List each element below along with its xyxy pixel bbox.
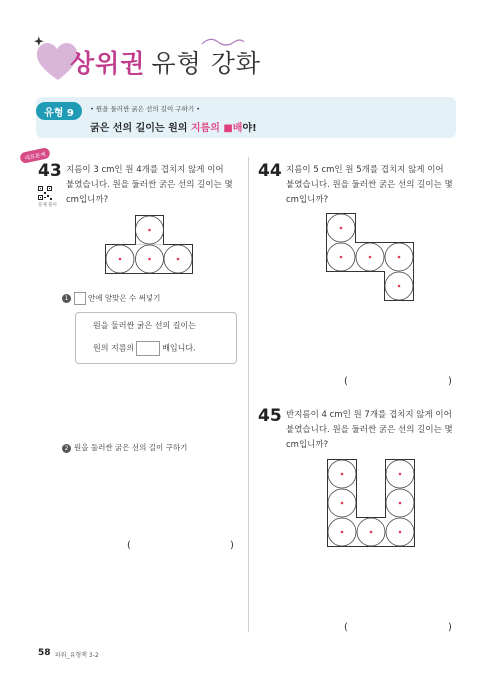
question-43-text	[66, 163, 233, 208]
banner-headline	[90, 119, 257, 134]
figure-45	[327, 459, 415, 549]
page-number: 58	[38, 648, 51, 658]
headline-prefix: 굵은 선의 길이는 원의	[90, 123, 191, 134]
answer-43-open: (	[127, 540, 131, 551]
question-45-line1: 반지름이 4 cm인 원 7개를 겹치지 않게 이어	[286, 410, 452, 420]
type-badge: 유형 9	[36, 102, 82, 120]
question-44-line3: cm입니까?	[286, 195, 329, 205]
answer-44-open: (	[344, 376, 348, 387]
question-44-line2: 붙였습니다. 원을 둘러싼 굵은 선의 길이는 몇	[286, 180, 453, 190]
question-43-line3: cm입니까?	[66, 195, 109, 205]
question-45-number: 45	[258, 406, 282, 426]
question-44-text	[286, 163, 453, 208]
fill-line-2-suffix: 배입니다.	[162, 343, 196, 353]
qr-label: 문제 풀이	[38, 203, 57, 208]
qr-code-icon[interactable]	[38, 186, 52, 200]
figure-43	[105, 215, 193, 275]
title-main-text: 상위권	[70, 49, 146, 78]
step-1	[62, 292, 160, 305]
representative-problem-tag: 대표문제	[19, 147, 51, 164]
question-44-number: 44	[258, 161, 282, 181]
fill-line-1: 원을 둘러싼 굵은 선의 길이는	[93, 321, 196, 330]
figure-44	[326, 213, 414, 303]
column-divider	[248, 157, 249, 632]
answer-45-close: )	[448, 622, 452, 633]
fill-line-2	[93, 341, 196, 356]
step-2-number: 2	[62, 444, 71, 453]
fill-line-2-prefix: 원의 지름의	[93, 343, 135, 353]
question-45-text	[286, 408, 453, 453]
step-2-text: 원을 둘러싼 굵은 선의 길이 구하기	[74, 443, 188, 452]
step-1-number: 1	[62, 294, 71, 303]
answer-45-open: (	[344, 622, 348, 633]
question-45-line3: cm입니까?	[286, 440, 329, 450]
question-43-line2: 붙였습니다. 원을 둘러싼 굵은 선의 길이는 몇	[66, 180, 233, 190]
headline-suffix: 야!	[242, 123, 257, 134]
banner-subtitle: • 원을 둘러싼 굵은 선의 길이 구하기 •	[90, 105, 201, 113]
step-1-text: 안에 알맞은 수 써넣기	[88, 293, 161, 303]
headline-highlight: 지름의 ■배	[190, 123, 243, 134]
step-2	[62, 442, 187, 453]
answer-blank-input[interactable]	[136, 341, 160, 356]
blank-box-icon	[74, 292, 86, 305]
question-45-line2: 붙였습니다. 원을 둘러싼 굵은 선의 길이는 몇	[286, 425, 453, 435]
answer-43-close: )	[230, 540, 234, 551]
question-44-line1: 지름이 5 cm인 원 5개를 겹치지 않게 이어	[286, 165, 444, 175]
squiggle-decoration-icon	[200, 34, 250, 48]
answer-44-close: )	[448, 376, 452, 387]
question-43-number: 43	[38, 161, 62, 181]
question-43-line1: 지름이 3 cm인 원 4개를 겹치지 않게 이어	[66, 165, 224, 175]
page-title	[70, 44, 261, 80]
title-sub-text: 유형 강화	[151, 49, 262, 78]
book-title: 파워_유형책 3-2	[55, 652, 99, 659]
